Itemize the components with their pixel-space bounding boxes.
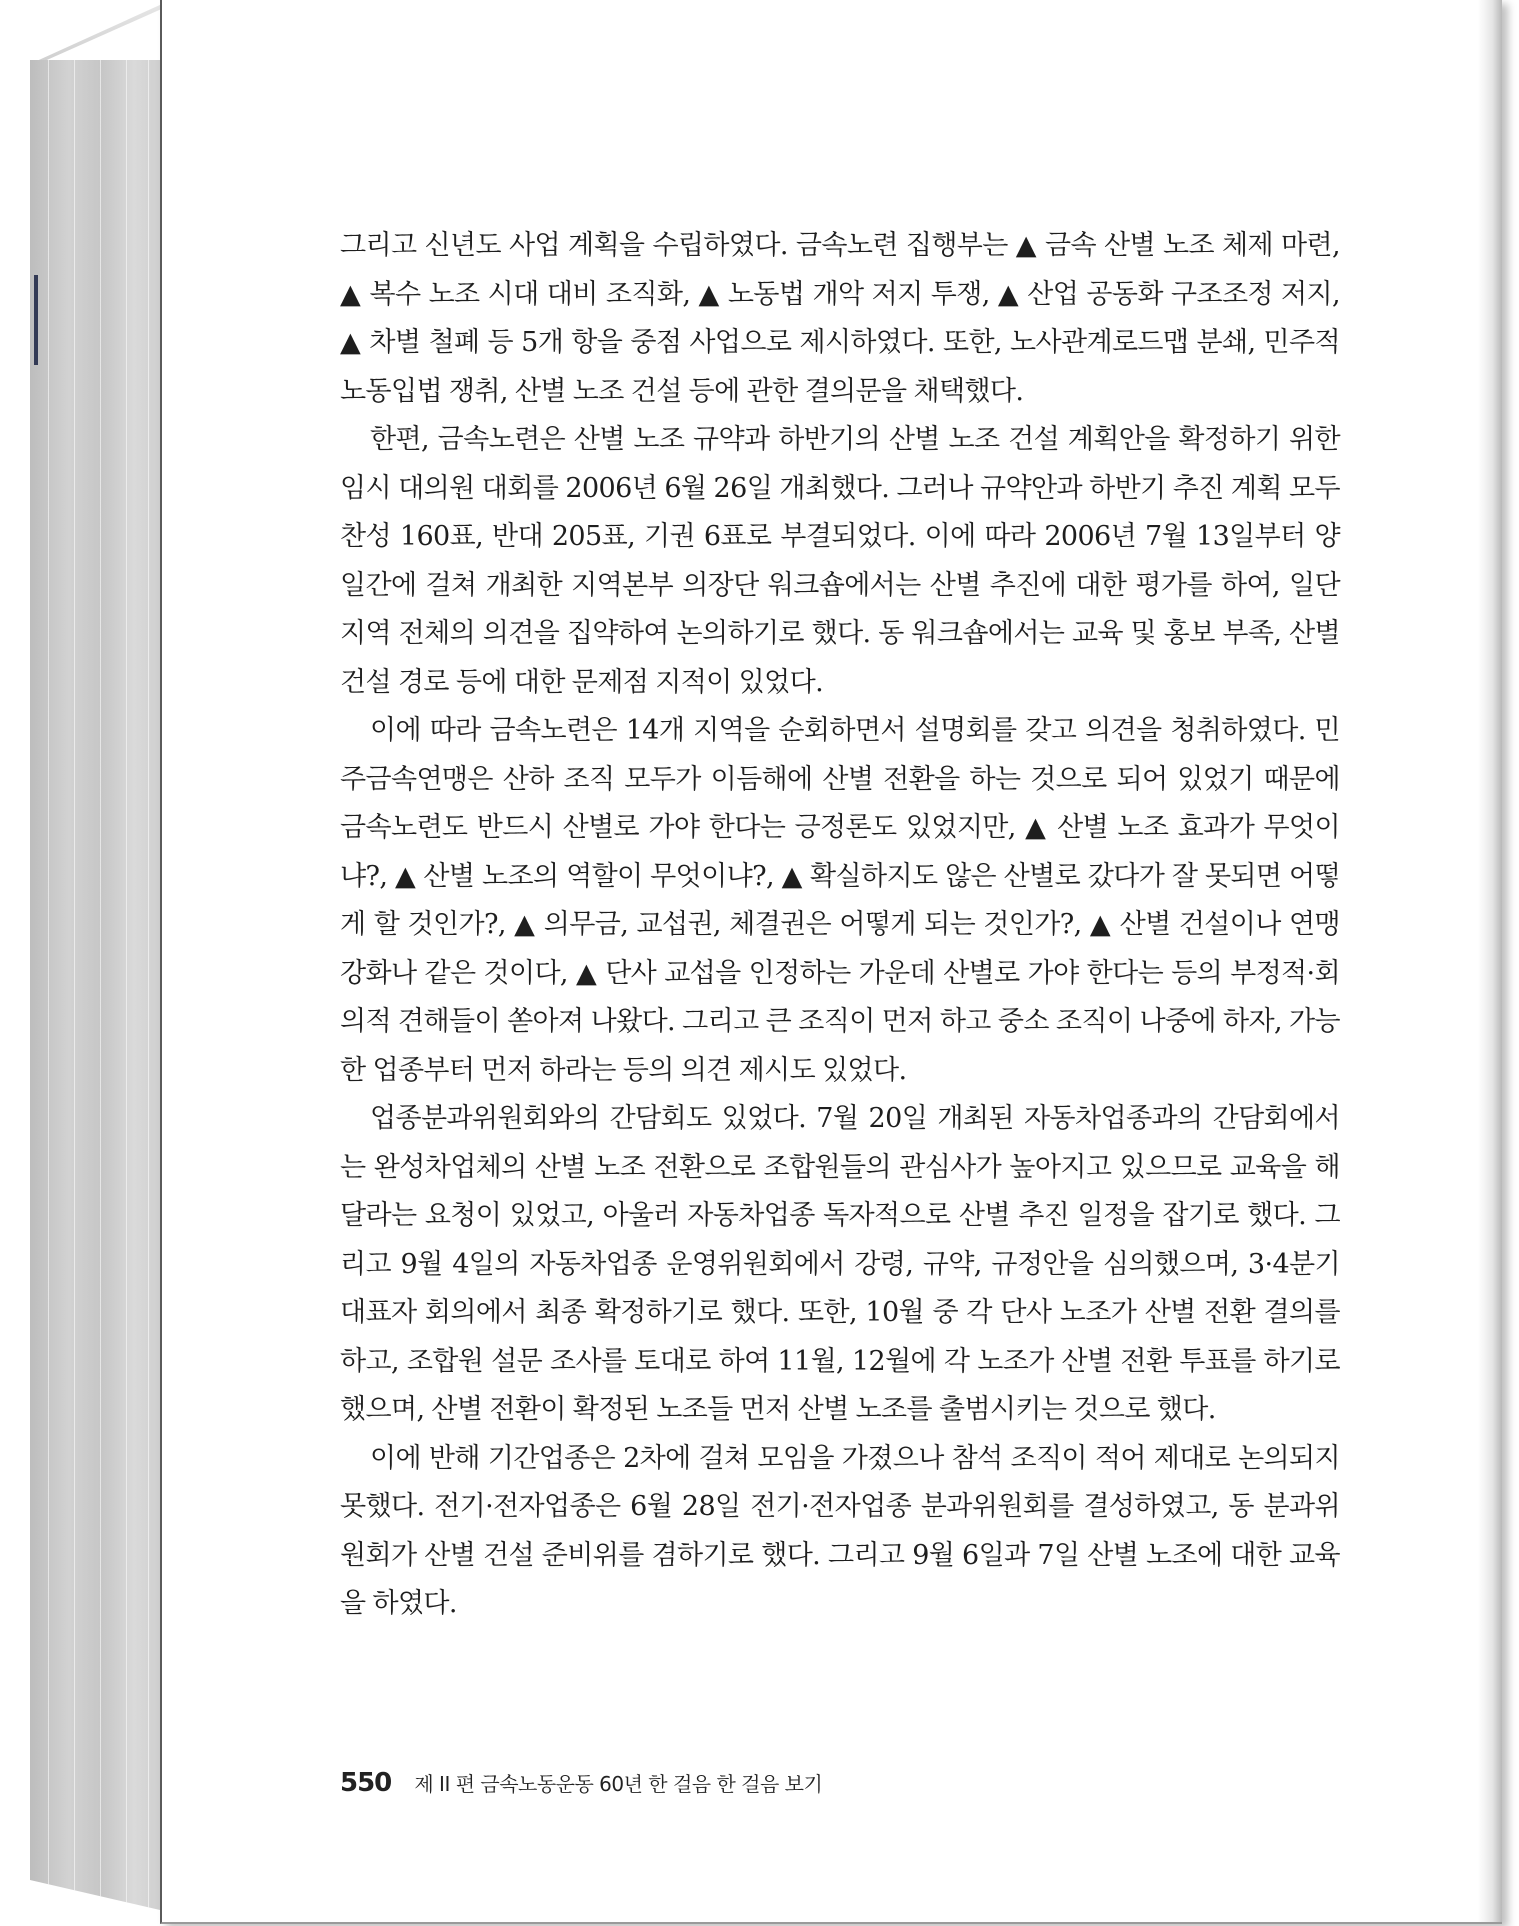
book-page-edges	[30, 60, 160, 1910]
running-head: 제 II 편 금속노동운동 60년 한 걸음 한 걸음 보기	[414, 1772, 823, 1796]
spine-mark	[34, 275, 38, 365]
body-text	[340, 222, 1340, 1629]
paragraph-3: 이에 따라 금속노련은 14개 지역을 순회하면서 설명회를 갖고 의견을 청취하였다. 민주금속연맹은 산하 조직 모두가 이듬해에 산별 전환을 하는 것으로 되어 있었기 때문에 금속노련도 반드시 산별로 가야 한다는 긍정론도 있었지만, ▲ 산별 노조 효과가 무엇이냐?, ▲ 산별 노조의 역할이 무엇이냐?, ▲ 확실하지도 않은 산별로 갔다가 잘 못되면 어떻게 할 것인가?, ▲ 의무금, 교섭권, 체결권은 어떻게 되는 것인가?, ▲ 산별 건설이나 연맹 강화나 같은 것이다, ▲ 단사 교섭을 인정하는 가운데 산별로 가야 한다는 등의 부정적·회의적 견해들이 쏟아져 나왔다. 그리고 큰 조직이 먼저 하고 중소 조직이 나중에 하자, 가능한 업종부터 먼저 하라는 등의 의견 제시도 있었다.	[340, 715, 1340, 1086]
paragraph-1: 그리고 신년도 사업 계획을 수립하였다. 금속노련 집행부는 ▲ 금속 산별 노조 체제 마련, ▲ 복수 노조 시대 대비 조직화, ▲ 노동법 개악 저지 투쟁, ▲ 산업 공동화 구조조정 저지, ▲ 차별 철폐 등 5개 항을 중점 사업으로 제시하였다. 또한, 노사관계로드맵 분쇄, 민주적 노동입법 쟁취, 산별 노조 건설 등에 관한 결의문을 채택했다.	[340, 230, 1340, 407]
paragraph-5: 이에 반해 기간업종은 2차에 걸쳐 모임을 가졌으나 참석 조직이 적어 제대로 논의되지 못했다. 전기·전자업종은 6월 28일 전기·전자업종 분과위원회를 결성하였고, 동 분과위원회가 산별 건설 준비위를 겸하기로 했다. 그리고 9월 6일과 7일 산별 노조에 대한 교육을 하였다.	[340, 1442, 1340, 1619]
page-gutter-shadow	[1478, 0, 1502, 1922]
book-page	[160, 0, 1502, 1924]
paragraph-2: 한편, 금속노련은 산별 노조 규약과 하반기의 산별 노조 건설 계획안을 확정하기 위한 임시 대의원 대회를 2006년 6월 26일 개최했다. 그러나 규약안과 하반기 추진 계획 모두 찬성 160표, 반대 205표, 기권 6표로 부결되었다. 이에 따라 2006년 7월 13일부터 양일간에 걸쳐 개최한 지역본부 의장단 워크숍에서는 산별 추진에 대한 평가를 하여, 일단 지역 전체의 의견을 집약하여 논의하기로 했다. 동 워크숍에서는 교육 및 홍보 부족, 산별 건설 경로 등에 대한 문제점 지적이 있었다.	[340, 424, 1340, 698]
paragraph-4: 업종분과위원회와의 간담회도 있었다. 7월 20일 개최된 자동차업종과의 간담회에서는 완성차업체의 산별 노조 전환으로 조합원들의 관심사가 높아지고 있으므로 교육을 해 달라는 요청이 있었고, 아울러 자동차업종 독자적으로 산별 추진 일정을 잡기로 했다. 그리고 9월 4일의 자동차업종 운영위원회에서 강령, 규약, 규정안을 심의했으며, 3·4분기 대표자 회의에서 최종 확정하기로 했다. 또한, 10월 중 각 단사 노조가 산별 전환 결의를 하고, 조합원 설문 조사를 토대로 하여 11월, 12월에 각 노조가 산별 전환 투표를 하기로 했으며, 산별 전환이 확정된 노조들 먼저 산별 노조를 출범시키는 것으로 했다.	[340, 1103, 1340, 1425]
book-top-edge	[30, 4, 162, 64]
page-number: 550	[340, 1768, 392, 1798]
page-footer	[340, 1768, 822, 1798]
